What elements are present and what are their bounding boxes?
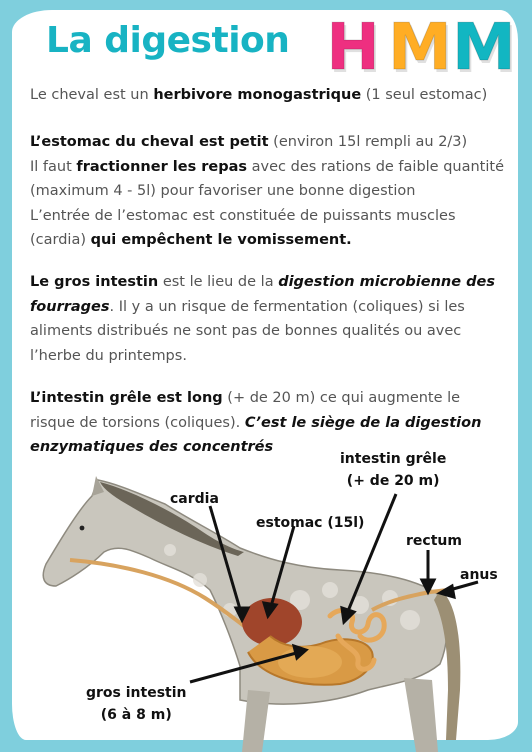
horse-digestive-illustration <box>0 440 532 752</box>
logo-letter-m2: M <box>452 11 516 85</box>
logo-letter-h: H <box>326 11 380 85</box>
stomach-paragraph: L’estomac du cheval est petit (environ 15l rempli au 2/3) Il faut fractionner les repas avec des rations de faible quantité (maximum 4 - 5l) pour favoriser une bonne digestion L’entrée de l’estomac est constituée de puissants muscles (cardia) qui empêchent le vomissement. <box>30 134 505 248</box>
label-cardia: cardia <box>170 491 219 507</box>
label-large-intestine: gros intestin (6 à 8 m) <box>86 685 187 723</box>
large-intestine-paragraph: Le gros intestin est le lieu de la digestion microbienne des fourrages. Il y a un risque de fermentation (coliques) si les aliments distribués ne sont pas de bonnes qualités ou avec l’herbe du printemps. <box>30 274 495 364</box>
intro-paragraph: Le cheval est un herbivore monogastrique (1 seul estomac) <box>30 87 488 103</box>
label-stomach: estomac (15l) <box>256 515 365 531</box>
label-rectum: rectum <box>406 533 462 549</box>
hmm-logo <box>322 11 522 85</box>
logo-letter-m1: M <box>388 11 452 85</box>
page-title: La digestion <box>46 20 290 61</box>
hind-leg <box>404 678 438 752</box>
label-anus: anus <box>460 567 498 583</box>
small-intestine-paragraph: L’intestin grêle est long (+ de 20 m) ce qui augmente le risque de torsions (coliques). C’est le siège de la digestion enzymatiques des concentrés <box>30 390 482 455</box>
label-small-intestine: intestin grêle (+ de 20 m) <box>340 451 447 489</box>
